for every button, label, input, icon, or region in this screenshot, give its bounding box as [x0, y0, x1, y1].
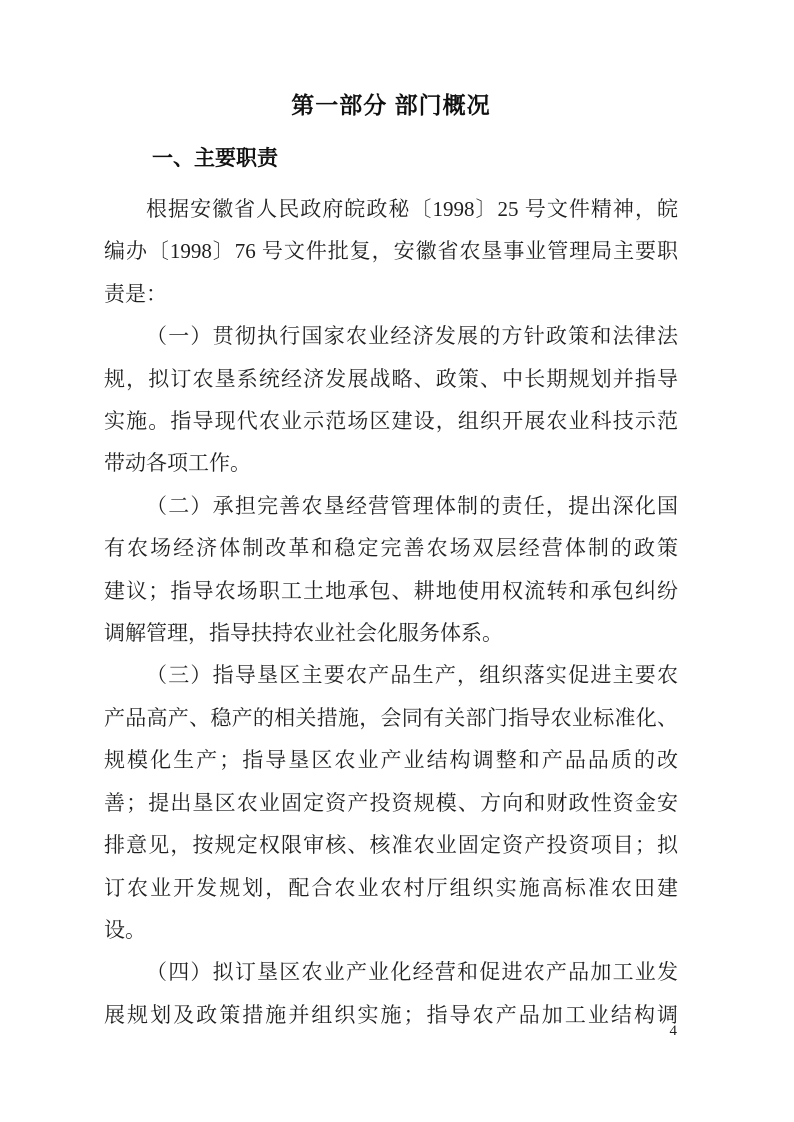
- text-line: （三）指导垦区主要农产品生产，组织落实促进主要农: [146, 663, 678, 688]
- page-title: 第一部分 部门概况: [291, 92, 491, 118]
- text-line: 规，拟订农垦系统经济发展战略、政策、中长期规划并指导: [104, 366, 678, 391]
- text-line: （一）贯彻执行国家农业经济发展的方针政策和法律法: [146, 324, 678, 349]
- page-number: 4: [669, 1023, 677, 1039]
- paragraph: [104, 315, 678, 485]
- text-line: 带动各项工作。: [104, 451, 251, 476]
- text-line: 规模化生产；指导垦区农业产业结构调整和产品品质的改: [104, 748, 678, 773]
- text-line: 编办〔1998〕76 号文件批复，安徽省农垦事业管理局主要职: [104, 239, 678, 264]
- paragraph: [104, 654, 678, 951]
- text-line: （四）拟订垦区农业产业化经营和促进农产品加工业发: [146, 960, 678, 985]
- text-line: 责是：: [104, 281, 167, 306]
- text-line: 建议；指导农场职工土地承包、耕地使用权流转和承包纠纷: [104, 578, 678, 603]
- text-line: 调解管理，指导扶持农业社会化服务体系。: [104, 621, 503, 646]
- text-line: 展规划及政策措施并组织实施；指导农产品加工业结构调: [104, 1002, 678, 1027]
- document-body: [104, 188, 678, 1036]
- text-line: 排意见，按规定权限审核、核准农业固定资产投资项目；拟: [104, 833, 678, 858]
- paragraph: [104, 485, 678, 655]
- text-line: 订农业开发规划，配合农业农村厅组织实施高标准农田建: [104, 875, 678, 900]
- text-line: （二）承担完善农垦经营管理体制的责任，提出深化国: [146, 493, 678, 518]
- paragraph: [104, 951, 678, 1036]
- text-line: 设。: [104, 917, 146, 942]
- text-line: 根据安徽省人民政府皖政秘〔1998〕25 号文件精神，皖: [146, 197, 678, 221]
- text-line: 产品高产、稳产的相关措施，会同有关部门指导农业标准化、: [104, 705, 678, 730]
- text-line: 实施。指导现代农业示范场区建设，组织开展农业科技示范: [104, 409, 678, 434]
- text-line: 有农场经济体制改革和稳定完善农场双层经营体制的政策: [104, 536, 678, 561]
- paragraph: [104, 188, 678, 315]
- section-heading: 一、主要职责: [152, 147, 278, 170]
- text-line: 善；提出垦区农业固定资产投资规模、方向和财政性资金安: [104, 790, 678, 815]
